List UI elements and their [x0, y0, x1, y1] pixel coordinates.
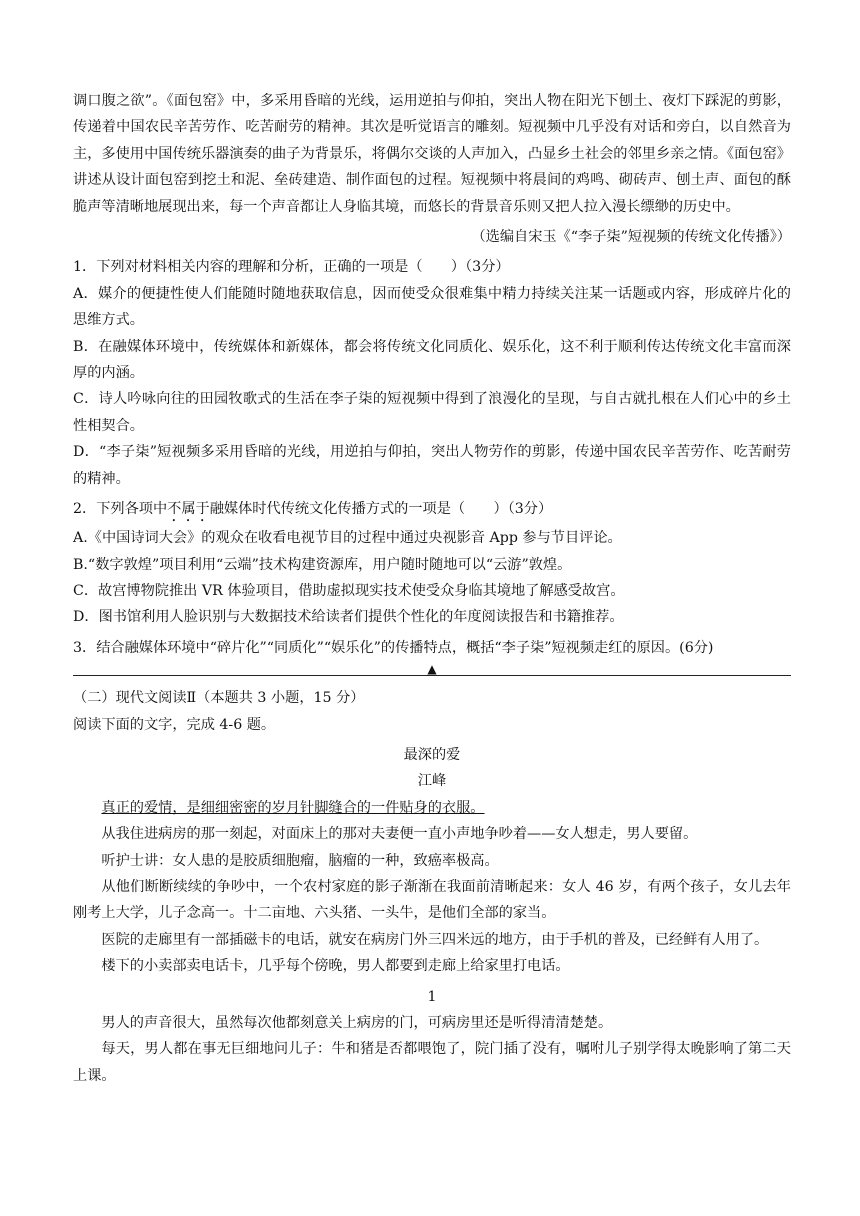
document-page — [73, 88, 791, 1089]
epigraph-text: 真正的爱情，是细细密密的岁月针脚缝合的一件贴身的衣服。 — [101, 799, 485, 816]
section-number: 1 — [427, 988, 437, 1005]
divider-line — [73, 675, 791, 676]
story-epigraph — [73, 795, 791, 821]
question-2-option-b: B.“数字敦煌”项目利用“云端”技术构建资源库，用户随时随地可以“云游”敦煌。 — [73, 556, 572, 573]
story-paragraph: 男人的声音很大，虽然每次他都刻意关上病房的门，可病房里还是听得清清楚楚。 — [101, 1015, 613, 1031]
question-2-option-c: C．故宫博物院推出 VR 体验项目，借助虚拟现实技术使受众身临其境地了解感受故宫。 — [73, 582, 625, 599]
question-2-stem — [73, 496, 791, 525]
story-title: 最深的爱 — [403, 746, 461, 763]
passage-paragraph: 调口腹之欲”。《面包窑》中，多采用昏暗的光线，运用逆拍与仰拍，突出人物在阳光下刨土、夜灯下踩泥的剪影，传递着中国农民辛苦劳作、吃苦耐劳的精神。其次是听觉语言的雕刻。短视频中几乎没有对话和旁白，以自然音为主，多使用中国传统乐器演奏的曲子为背景乐，将偶尔交谈的人声加入，凸显乡土社会的邻里乡亲之情。《面包窑》讲述从设计面包窑到挖土和泥、垒砖建造、制作面包的过程。短视频中将晨间的鸡鸣、砌砖声、刨土声、面包的酥脆声等清晰地展现出来，每一个声音都让人身临其境，而悠长的背景音乐则又把人拉入漫长缥缈的历史中。 — [73, 93, 791, 215]
question-3-stem: 3．结合融媒体环境中“碎片化”“同质化”“娱乐化”的传播特点，概括“李子柒”短视频走红的原因。(6分) — [73, 639, 714, 656]
section-instruction: 阅读下面的文字，完成 4-6 题。 — [73, 716, 276, 733]
passage-source: （选编自宋玉《“李子柒”短视频的传统文化传播》） — [471, 229, 791, 246]
triangle-marker-icon: ▲ — [427, 662, 437, 677]
question-1-stem: 1．下列对材料相关内容的理解和分析，正确的一项是（ ）（3分） — [73, 259, 510, 276]
story-paragraph: 从我住进病房的那一刻起，对面床上的那对夫妻便一直小声地争吵着——女人想走，男人要留。 — [101, 826, 698, 843]
question-2-option-d: D．图书馆利用人脸识别与大数据技术给读者们提供个性化的年度阅读报告和书籍推荐。 — [73, 609, 624, 626]
question-1-option-b: B．在融媒体环境中，传统媒体和新媒体，都会将传统文化同质化、娱乐化，这不利于顺利传达传统文化丰富而深厚的内涵。 — [73, 338, 791, 382]
story-paragraph: 楼下的小卖部卖电话卡，几乎每个傍晚，男人都要到走廊上给家里打电话。 — [101, 958, 570, 975]
story-paragraph: 医院的走廊里有一部插磁卡的电话，就安在病房门外三四米远的地方，由于手机的普及，已经鲜有人用了。 — [101, 931, 769, 948]
question-2-stem-end: 融媒体时代传统文化传播方式的一项是（ ）（3分） — [209, 501, 553, 518]
story-paragraph: 听护士讲：女人患的是胶质细胞瘤，脑瘤的一种，致癌率极高。 — [101, 852, 499, 869]
question-1-option-a: A．媒介的便捷性使人们能随时随地获取信息，因而使受众很难集中精力持续关注某一话题或内容，形成碎片化的思维方式。 — [73, 285, 791, 329]
story-paragraph: 从他们断断续续的争吵中，一个农村家庭的影子渐渐在我面前清晰起来：女人 46 岁，有两个孩子，女儿去年刚考上大学，儿子念高一。十二亩地、六头猪、一头牛，是他们全部的家当。 — [73, 878, 791, 922]
answer-divider — [73, 663, 791, 681]
question-2-stem-start: 2．下列各项中 — [73, 501, 168, 518]
question-1-option-c: C．诗人吟咏向往的田园牧歌式的生活在李子柒的短视频中得到了浪漫化的呈现，与自古就扎根在人们心中的乡土性相契合。 — [73, 391, 791, 434]
story-author: 江峰 — [417, 773, 447, 790]
section-heading: （二）现代文阅读Ⅱ（本题共 3 小题，15 分） — [73, 690, 365, 707]
story-paragraph: 每天，男人都在事无巨细地问儿子：牛和猪是否都喂饱了，院门插了没有，嘱咐儿子别学得太晚影响了第二天上课。 — [73, 1041, 791, 1084]
question-1-option-d: D．“李子柒”短视频多采用昏暗的光线，用逆拍与仰拍，突出人物劳作的剪影，传递中国农民辛苦劳作、吃苦耐劳的精神。 — [73, 444, 791, 487]
question-2-emphasis: 不属于 — [167, 501, 210, 518]
question-2-option-a: A.《中国诗词大会》的观众在收看电视节目的过程中通过央视影音 App 参与节目评论。 — [73, 530, 622, 547]
